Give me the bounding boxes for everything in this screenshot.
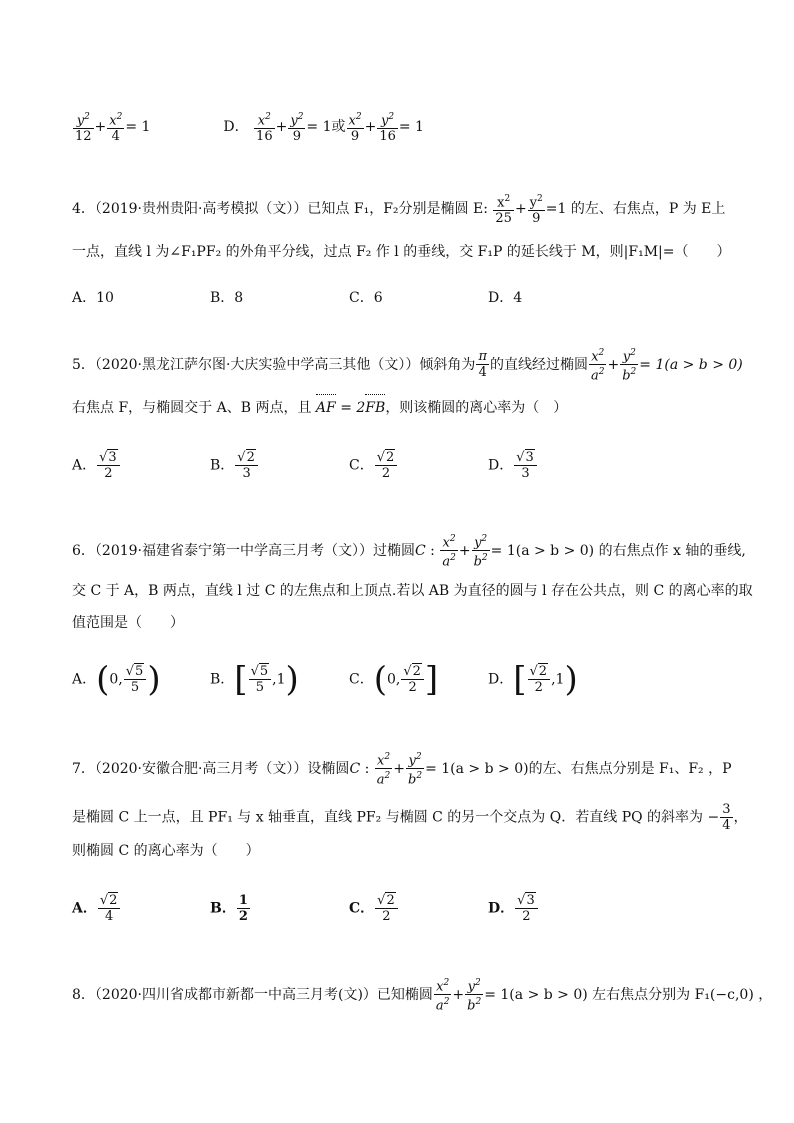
- q6-option-b: B．[ $\frac{√5}{5}$ ,1): [210, 659, 299, 700]
- q6-stem-line2: 交 C 于 A，B 两点，直线 l 过 C 的左焦点和上顶点.若以 AB 为直径的圆与 l 存在公共点，则 C 的离心率的取: [72, 583, 753, 599]
- q4-option-d: D．4: [488, 290, 523, 306]
- q4-stem-line2: 一点，直线 l 为∠F₁PF₂ 的外角平分线，过点 F₂ 作 l 的垂线，交 F₁P 的延长线于 M，则|F₁M|=（ ）: [72, 244, 731, 260]
- q6-stem-line1: 6．（2019·福建省泰宁第一中学高三月考（文））过椭圆C : $\frac{x^2}{a^2}$ + $\frac{y^2}{b^2}$ = 1(a > b > 0) 的右焦点作 x 轴的垂线,: [72, 534, 746, 570]
- q7-option-a: A． $\frac{√2}{4}$: [72, 893, 121, 924]
- q7-option-b: B． $\frac{1}{2}$: [210, 893, 248, 924]
- q7-stem-line2: 是椭圆 C 上一点，且 PF₁ 与 x 轴垂直，直线 PF₂ 与椭圆 C 的另一个交点为 Q．若直线 PQ 的斜率为 − $\frac{3}{4}$ ，: [72, 802, 748, 833]
- q6-option-c: C．(0, $\frac{√2}{2}$ ]: [349, 659, 439, 700]
- q6-stem-line3: 值范围是（ ）: [72, 615, 184, 631]
- q5-option-b: B． $\frac{√2}{3}$: [210, 450, 259, 481]
- option-d-label: D．: [223, 119, 249, 136]
- q5-stem-line1: 5．（2020·黑龙江萨尔图·大庆实验中学高三其他（文））倾斜角为 $\frac{\pi}{4}$ 的直线经过椭圆 $\frac{x^2}{a^2}$ + $\frac{y^2}{b^2}$ = 1(a > b > 0): [72, 348, 743, 384]
- q6-option-a: A．(0, $\frac{√5}{5}$ ): [72, 659, 161, 700]
- q5-option-a: A． $\frac{√3}{2}$: [72, 450, 121, 481]
- q4-stem-line1: 4．（2019·贵州贵阳·高考模拟（文））已知点 F₁，F₂分别是椭圆 E: $\frac{x^2}{25}$ + $\frac{y^2}{9}$ =1 的左、右焦点，P 为 E上: [72, 194, 726, 227]
- q5-option-d: D． $\frac{√3}{3}$: [488, 450, 538, 481]
- q7-stem-line3: 则椭圆 C 的离心率为（ ）: [72, 843, 260, 859]
- q4-option-c: C．6: [349, 290, 383, 306]
- q7-option-c: C． $\frac{√2}{2}$: [349, 893, 399, 924]
- q6-option-d: D．[ $\frac{√2}{2}$ ,1): [488, 659, 578, 700]
- q4-option-b: B．8: [210, 290, 244, 306]
- q4-option-a: A．10: [72, 290, 114, 306]
- q5-stem-line2: 右焦点 F，与椭圆交于 A、B 两点，且 AF = 2FB，则该椭圆的离心率为（ ）: [72, 397, 567, 419]
- q7-option-d: D． $\frac{√3}{2}$: [488, 893, 539, 924]
- q8-stem-line1: 8．（2020·四川省成都市新都一中高三月考(文)）已知椭圆 $\frac{x^2}{a^2}$ + $\frac{y^2}{b^2}$ = 1(a > b > 0) 左右焦点分别为 F₁(−c,0) ，: [72, 978, 773, 1014]
- prev-question-options: $\frac{y^2}{12}$ + $\frac{x^2}{4}$ = 1 D． $\frac{x^2}{16}$ + $\frac{y^2}{9}$ = 1或 $\frac{x^2}{9}$ + $\frac{y^2}{16}$ = 1: [75, 112, 424, 145]
- q5-option-c: C． $\frac{√2}{2}$: [349, 450, 398, 481]
- q7-stem-line1: 7．（2020·安徽合肥·高三月考（文））设椭圆C : $\frac{x^2}{a^2}$ + $\frac{y^2}{b^2}$ = 1(a > b > 0)的左、右焦点分别是 F₁、F₂ ，P: [72, 752, 732, 788]
